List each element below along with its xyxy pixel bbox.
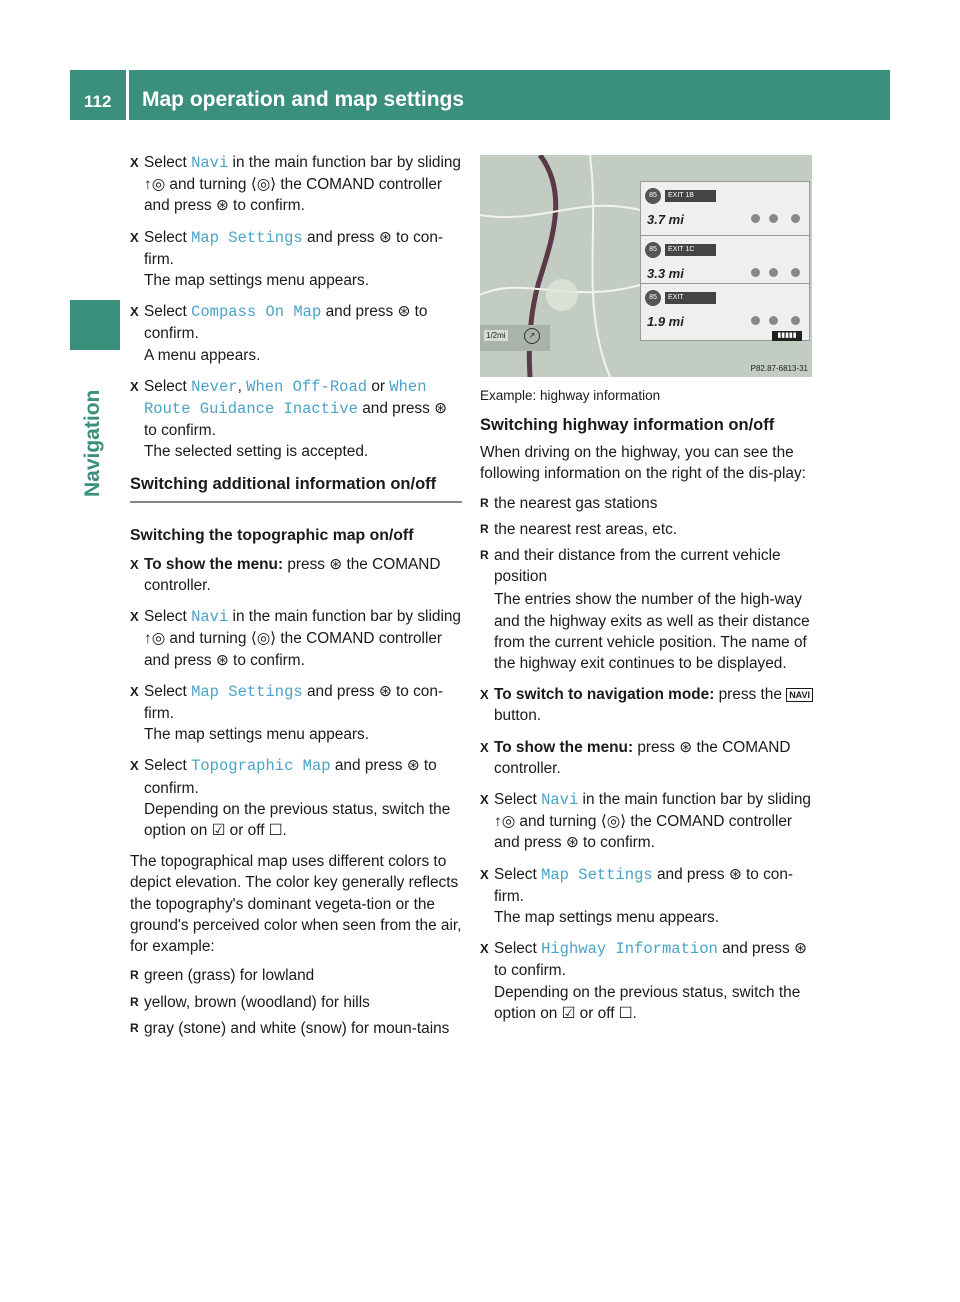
section-label: Navigation: [81, 389, 104, 497]
gas-station-icon: [751, 316, 760, 325]
page-title: Map operation and map settings: [142, 88, 465, 111]
menu-item-map-settings: Map Settings: [191, 228, 303, 247]
step-result: Depending on the previous status, switch the option on ☑ or off ☐.: [494, 983, 801, 1022]
highway-information-map-figure: [480, 155, 812, 377]
service-icon: [791, 268, 800, 277]
instruction-step: X Select Map Settings and press ⊛ to con-firm. The map settings menu appears.: [130, 681, 462, 746]
body-paragraph: The topographical map uses different colors to depict elevation. The color key generally reflects the topography's dominant vegeta-tion or the ground's perceived color when seen from the air, for example:: [130, 853, 462, 956]
menu-item-compass-on-map: Compass On Map: [191, 303, 322, 322]
instruction-step: X To switch to navigation mode: press the NAVI button.: [480, 684, 814, 726]
navi-button-icon: NAVI: [786, 688, 813, 702]
list-item: R green (grass) for lowland: [130, 965, 462, 986]
compass-icon: ↗: [524, 328, 540, 344]
list-item-note: The entries show the number of the high-way and the highway exits as well as their distance from the current vehicle position. The name of the highway exit continues to be displayed.: [494, 591, 810, 673]
instruction-step: X Select Navi in the main function bar by sliding ↑◎ and turning ⟨◎⟩ the COMAND controller and press ⊛ to confirm.: [130, 606, 462, 671]
service-icon: [791, 214, 800, 223]
gas-station-icon: [751, 268, 760, 277]
left-column: [130, 152, 462, 1044]
signal-strength-icon: ▮▮▮▮▮: [772, 331, 802, 341]
map-scale: 1/2mi: [486, 331, 506, 340]
instruction-step: X Select Map Settings and press ⊛ to con-firm. The map settings menu appears.: [480, 864, 814, 929]
menu-item-navi: Navi: [191, 154, 229, 172]
gas-station-icon: [751, 214, 760, 223]
section-heading: Switching highway information on/off: [480, 416, 775, 435]
highway-badge: 85: [645, 290, 661, 306]
list-item: R yellow, brown (woodland) for hills: [130, 992, 462, 1013]
list-item: R the nearest rest areas, etc.: [480, 519, 814, 540]
section-tab-marker: [70, 300, 120, 350]
instruction-step: X Select Map Settings and press ⊛ to con-firm. The map settings menu appears.: [130, 227, 462, 292]
exit-distance: 3.7 mi: [647, 212, 684, 227]
option-when-route-guidance-inactive: When Route Guidance Inactive: [144, 377, 427, 419]
section-heading: Switching additional information on/off: [130, 473, 462, 503]
list-item: R gray (stone) and white (snow) for moun-tains: [130, 1018, 462, 1039]
exit-distance: 1.9 mi: [647, 314, 684, 329]
step-result: A menu appears.: [144, 346, 261, 364]
right-column: [480, 385, 814, 1034]
body-paragraph: When driving on the highway, you can see the following information on the right of the dis-play:: [480, 444, 806, 483]
instruction-step: X To show the menu: press ⊛ the COMAND controller.: [130, 554, 462, 596]
instruction-step: X To show the menu: press ⊛ the COMAND controller.: [480, 737, 814, 779]
menu-item-map-settings: Map Settings: [541, 865, 653, 884]
figure-code: P82.87-6813-31: [750, 364, 808, 373]
step-result: The selected setting is accepted.: [144, 443, 369, 461]
instruction-step: X Select Topographic Map and press ⊛ to confirm. Depending on the previous status, switch the option on ☑ or off ☐.: [130, 755, 462, 841]
rest-area-icon: [769, 268, 778, 277]
step-result: Depending on the previous status, switch the option on ☑ or off ☐.: [144, 800, 451, 840]
highway-exit-row: [640, 181, 810, 239]
option-when-off-road: When Off-Road: [246, 377, 368, 396]
rest-area-icon: [769, 214, 778, 223]
instruction-step: X Select Navi in the main function bar by sliding ↑◎ and turning ⟨◎⟩ the COMAND controller and press ⊛ to confirm.: [130, 152, 462, 217]
option-never: Never: [191, 377, 238, 396]
instruction-step: X Select Never, When Off-Road or When Route Guidance Inactive and press ⊛ to confirm. The selected setting is accepted.: [130, 376, 462, 463]
figure-caption: Example: highway information: [480, 388, 661, 403]
menu-item-navi: Navi: [541, 791, 579, 810]
list-item: R the nearest gas stations: [480, 493, 814, 514]
exit-label: EXIT 1C: [665, 244, 716, 256]
menu-item-map-settings: Map Settings: [191, 682, 303, 701]
menu-item-topographic-map: Topographic Map: [191, 757, 331, 776]
menu-item-navi: Navi: [191, 608, 229, 627]
highway-badge: 85: [645, 242, 661, 258]
exit-label: EXIT: [665, 292, 716, 304]
service-icon: [791, 316, 800, 325]
rest-area-icon: [769, 316, 778, 325]
instruction-step: X Select Navi in the main function bar by sliding ↑◎ and turning ⟨◎⟩ the COMAND controller and press ⊛ to confirm.: [480, 789, 814, 854]
page-number: 112: [84, 92, 112, 111]
step-result: The map settings menu appears.: [494, 909, 719, 927]
subsection-heading: Switching the topographic map on/off: [130, 526, 414, 544]
instruction-step: X Select Highway Information and press ⊛ to confirm. Depending on the previous status, switch the option on ☑ or off ☐.: [480, 938, 814, 1024]
header-divider: [126, 70, 129, 120]
exit-label: EXIT 1B: [665, 190, 716, 202]
step-result: The map settings menu appears.: [144, 272, 369, 290]
list-item: R and their distance from the current vehicle position: [480, 545, 814, 587]
menu-item-highway-information: Highway Information: [541, 940, 718, 959]
highway-badge: 85: [645, 188, 661, 204]
instruction-step: X Select Compass On Map and press ⊛ to confirm. A menu appears.: [130, 301, 462, 366]
exit-distance: 3.3 mi: [647, 266, 684, 281]
step-result: The map settings menu appears.: [144, 726, 369, 744]
